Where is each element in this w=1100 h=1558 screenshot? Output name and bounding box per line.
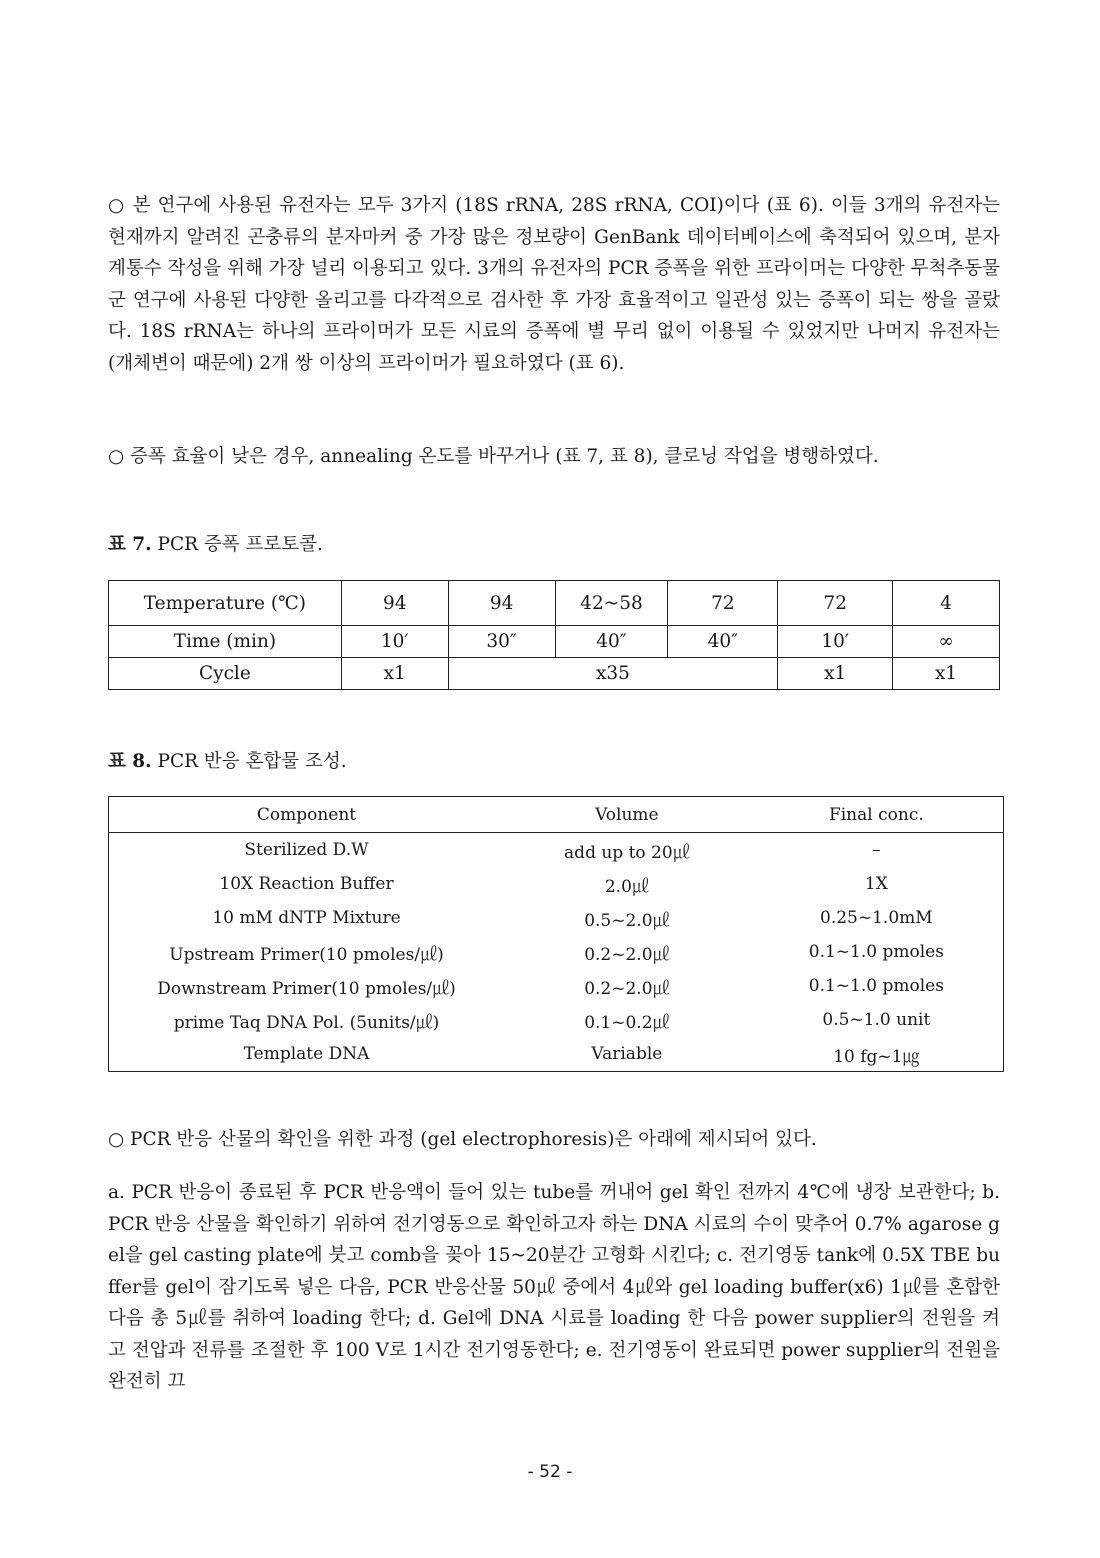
- table-cell: Downstream Primer(10 pmoles/㎕): [157, 978, 456, 999]
- table-cell: –: [872, 840, 881, 860]
- time-row: [109, 626, 1000, 658]
- table7-caption-label: 표 7.: [108, 534, 152, 555]
- table-cell: x35: [448, 658, 778, 690]
- column-header: Final conc.: [750, 797, 1004, 833]
- table-cell: 10 fg~1㎍: [833, 1046, 920, 1067]
- page-number: - 52 -: [527, 1462, 573, 1482]
- time-label: Time (min): [109, 626, 342, 658]
- table-cell: 72: [668, 581, 778, 626]
- table-row: [109, 1003, 1004, 1037]
- table-cell: 10′: [341, 626, 448, 658]
- table8-caption-label: 표 8.: [108, 751, 152, 772]
- cycle-label: Cycle: [109, 658, 342, 690]
- table-row: [109, 901, 1004, 935]
- temperature-label: Temperature (℃): [109, 581, 342, 626]
- table-row: [109, 833, 1004, 868]
- table-cell: 4: [893, 581, 1000, 626]
- table7-caption-text: PCR 증폭 프로토콜.: [151, 534, 323, 555]
- table8-caption: [108, 749, 347, 775]
- temperature-row: [109, 581, 1000, 626]
- table-cell: x1: [893, 658, 1000, 690]
- table-row: [109, 935, 1004, 969]
- table8-caption-text: PCR 반응 혼합물 조성.: [151, 751, 347, 772]
- table-cell: x1: [778, 658, 893, 690]
- table-cell: 72: [778, 581, 893, 626]
- table-row: [109, 969, 1004, 1003]
- table-cell: 0.1~1.0 pmoles: [808, 976, 944, 996]
- column-header: Volume: [504, 797, 750, 833]
- table-cell: 40″: [555, 626, 668, 658]
- table-cell: 94: [448, 581, 555, 626]
- table-cell: 1X: [864, 874, 888, 894]
- table-row: [109, 1037, 1004, 1072]
- table-cell: 30″: [448, 626, 555, 658]
- electrophoresis-intro-paragraph: ○ PCR 반응 산물의 확인을 위한 과정 (gel electrophoresis)은 아래에 제시되어 있다.: [108, 1129, 817, 1150]
- table-cell: 0.5~2.0㎕: [584, 910, 670, 931]
- pcr-mixture-table: [108, 796, 1004, 1072]
- table-cell: Sterilized D.W: [244, 840, 369, 860]
- table-cell: 94: [341, 581, 448, 626]
- table-cell: 40″: [668, 626, 778, 658]
- table-cell: 0.1~1.0 pmoles: [808, 942, 944, 962]
- table-cell: 10 mM dNTP Mixture: [212, 908, 401, 928]
- table-cell: Upstream Primer(10 pmoles/㎕): [169, 944, 444, 965]
- table-cell: Template DNA: [243, 1044, 370, 1064]
- pcr-protocol-table: [108, 580, 1000, 690]
- electrophoresis-steps-paragraph: a. PCR 반응이 종료된 후 PCR 반응액이 들어 있는 tube를 꺼내어 gel 확인 전까지 4℃에 냉장 보관한다; b. PCR 반응 산물을 확인하기 위하여 전기영동으로 확인하고자 하는 DNA 시료의 수이 맞추어 0.7% agarose gel을 gel casting plate에 붓고 comb을 꽂아 15~20분간 고형화 시킨다; c. 전기영동 tank에 0.5X TBE buffer를 gel이 잠기도록 넣은 다음, PCR 반응산물 50㎕ 중에서 4㎕와 gel loading buffer(x6) 1㎕를 혼합한 다음 총 5㎕를 취하여 loading 한다; d. Gel에 DNA 시료를 loading 한 다음 power supplier의 전원을 켜고 전압과 전류를 조절한 후 100 V로 1시간 전기영동한다; e. 전기영동이 완료되면 power supplier의 전원을 완전히 끄: [108, 1182, 1000, 1392]
- table-cell: ∞: [893, 626, 1000, 658]
- cycle-row: [109, 658, 1000, 690]
- table-cell: x1: [341, 658, 448, 690]
- intro-paragraph: ○ 본 연구에 사용된 유전자는 모두 3가지 (18S rRNA, 28S rRNA, COI)이다 (표 6). 이들 3개의 유전자는 현재까지 알려진 곤충류의 분자마커 중 가장 많은 정보량이 GenBank 데이터베이스에 축적되어 있으며, 분자계통수 작성을 위해 가장 널리 이용되고 있다. 3개의 유전자의 PCR 증폭을 위한 프라이머는 다양한 무척추동물군 연구에 사용된 다양한 올리고를 다각적으로 검사한 후 가장 효율적이고 일관성 있는 증폭이 되는 쌍을 골랐다. 18S rRNA는 하나의 프라이머가 모든 시료의 증폭에 별 무리 없이 이용될 수 있었지만 나머지 유전자는 (개체변이 때문에) 2개 쌍 이상의 프라이머가 필요하였다 (표 6).: [108, 195, 1000, 374]
- table-cell: 0.5~1.0 unit: [822, 1010, 931, 1030]
- table-header-row: [109, 797, 1004, 833]
- table-cell: 42~58: [555, 581, 668, 626]
- table-cell: 0.25~1.0mM: [820, 908, 933, 928]
- annealing-paragraph: ○ 증폭 효율이 낮은 경우, annealing 온도를 바꾸거나 (표 7, 표 8), 클로닝 작업을 병행하였다.: [108, 446, 879, 467]
- column-header: Component: [109, 797, 505, 833]
- table-cell: 10′: [778, 626, 893, 658]
- table-cell: 0.2~2.0㎕: [584, 944, 670, 965]
- table-cell: add up to 20㎕: [564, 842, 690, 863]
- table-cell: 10X Reaction Buffer: [219, 874, 394, 894]
- table7-caption: [108, 532, 323, 558]
- table-cell: 2.0㎕: [604, 876, 649, 897]
- table-cell: 0.2~2.0㎕: [584, 978, 670, 999]
- table-row: [109, 867, 1004, 901]
- table-cell: 0.1~0.2㎕: [584, 1012, 670, 1033]
- table-cell: Variable: [591, 1044, 663, 1064]
- table-cell: prime Taq DNA Pol. (5units/㎕): [173, 1012, 440, 1033]
